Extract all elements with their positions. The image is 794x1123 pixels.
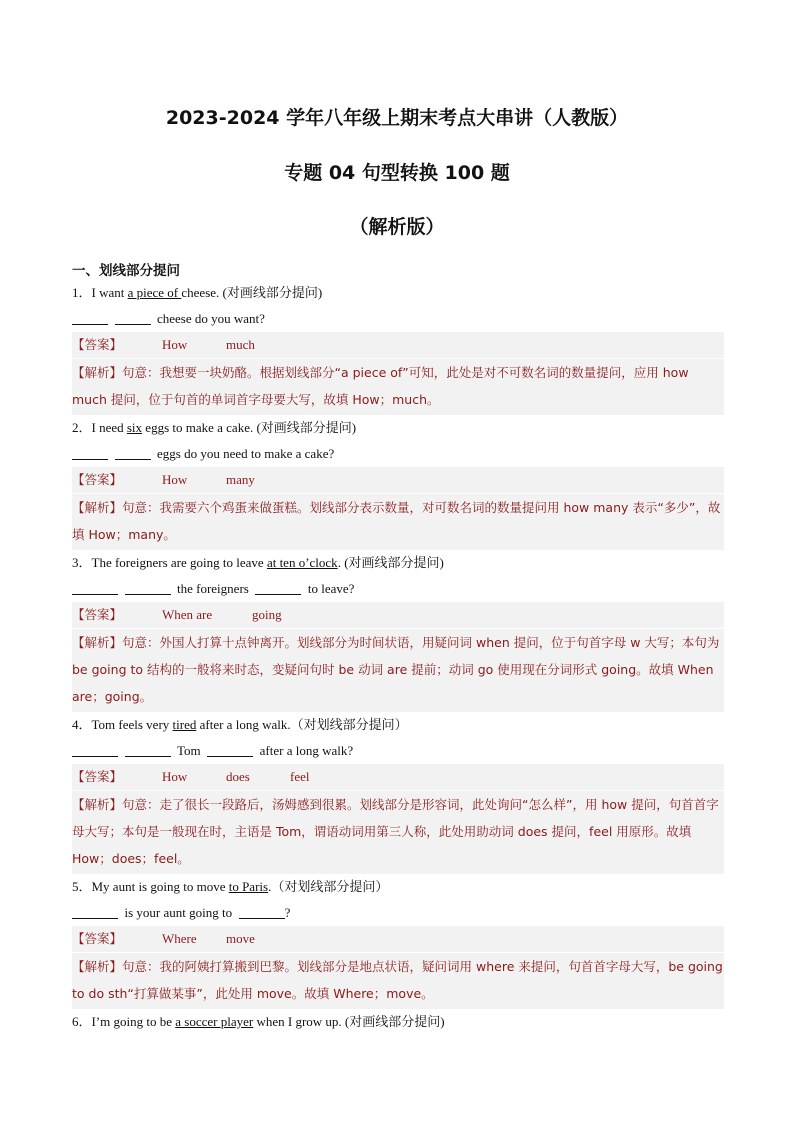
analysis-label: 【解析】 [72, 959, 123, 974]
blank-line [125, 580, 171, 595]
answer-block-2 [72, 467, 724, 550]
answer-label: 【答案】 [72, 337, 123, 352]
answer-label: 【答案】 [72, 769, 123, 784]
analysis-label: 【解析】 [72, 635, 123, 650]
answer-label: 【答案】 [72, 472, 123, 487]
answer-2: going [252, 607, 282, 622]
question-1-blanks: cheese do you want? [72, 306, 724, 332]
blank-line [255, 580, 301, 595]
question-5-blanks: is your aunt going to ? [72, 900, 724, 926]
blank-line [239, 904, 285, 919]
blank-line [115, 445, 151, 460]
analysis-label: 【解析】 [72, 365, 123, 380]
underlined-phrase: to Paris [228, 879, 269, 894]
answer-1: Where [162, 931, 197, 946]
blank-line [125, 742, 171, 757]
underlined-phrase: tired [172, 717, 197, 732]
analysis-text: 句意：我需要六个鸡蛋来做蛋糕。划线部分表示数量，对可数名词的数量提问用 how many 表示“多少”，故填 How；many。 [72, 500, 721, 542]
question-1: 1．I want a piece of cheese. (对画线部分提问) [72, 285, 323, 300]
analysis-text: 句意：外国人打算十点钟离开。划线部分为时间状语，用疑问词 when 提问，位于句首字母 w 大写；本句为 be going to 结构的一般将来时态，变疑问句时 be 动词 are 提前；动词 go 使用现在分词形式 going。故填 When are；going。 [72, 635, 720, 704]
answer-2: move [226, 931, 255, 946]
answer-2: many [226, 472, 255, 487]
answer-label: 【答案】 [72, 931, 123, 946]
answer-3: feel [290, 769, 310, 784]
underlined-phrase: a soccer player [175, 1014, 254, 1029]
answer-block-5 [72, 926, 724, 1009]
question-5: 5．My aunt is going to move to Paris.（对划线部分提问） [72, 879, 389, 894]
answer-2: much [226, 337, 255, 352]
answer-1: How [162, 472, 188, 487]
answer-1: When are [162, 607, 213, 622]
analysis-text: 句意：我的阿姨打算搬到巴黎。划线部分是地点状语，疑问词用 where 来提问，句首首字母大写，be going to do sth“打算做某事”，此处用 move。故填 Where；move。 [72, 959, 723, 1001]
analysis-label: 【解析】 [72, 797, 123, 812]
question-3-blanks: the foreigners to leave? [72, 576, 724, 602]
blank-line [72, 445, 108, 460]
question-3: 3．The foreigners are going to leave at ten o’clock. (对画线部分提问) [72, 555, 444, 570]
question-list [72, 280, 724, 1035]
question-2: 2．I need six eggs to make a cake. (对画线部分提问) [72, 420, 357, 435]
answer-block-3 [72, 602, 724, 712]
blank-line [207, 742, 253, 757]
analysis-text: 句意：我想要一块奶酪。根据划线部分“a piece of”可知，此处是对不可数名词的数量提问，应用 how much 提问，位于句首的单词首字母要大写，故填 How；much。 [72, 365, 689, 407]
answer-1: How [162, 769, 188, 784]
underlined-phrase: a piece of [127, 285, 182, 300]
question-6: 6．I’m going to be a soccer player when I grow up. (对画线部分提问) [72, 1014, 445, 1029]
answer-2: does [226, 769, 250, 784]
answer-block-1 [72, 332, 724, 415]
answer-label: 【答案】 [72, 607, 123, 622]
blank-line [72, 310, 108, 325]
underlined-phrase: six [126, 420, 143, 435]
answer-block-4 [72, 764, 724, 874]
analysis-label: 【解析】 [72, 500, 123, 515]
answer-1: How [162, 337, 188, 352]
blank-line [72, 580, 118, 595]
blank-line [72, 904, 118, 919]
blank-line [115, 310, 151, 325]
question-4-blanks: Tom after a long walk? [72, 738, 724, 764]
document-subtitle: 专题 04 句型转换 100 题 [284, 162, 510, 184]
question-2-blanks: eggs do you need to make a cake? [72, 441, 724, 467]
section-heading: 一、划线部分提问 [72, 263, 180, 279]
blank-line [72, 742, 118, 757]
document-title: 2023-2024 学年八年级上期末考点大串讲（人教版） [165, 107, 629, 129]
question-4: 4．Tom feels very tired after a long walk.（对划线部分提问） [72, 717, 408, 732]
analysis-text: 句意：走了很长一段路后，汤姆感到很累。划线部分是形容词，此处询问“怎么样”，用 how 提问，句首首字母大写；本句是一般现在时，主语是 Tom，谓语动词用第三人称，此处用助动词 does 提问，feel 用原形。故填 How；does；feel。 [72, 797, 719, 866]
document-edition: （解析版） [349, 216, 445, 238]
underlined-phrase: at ten o’clock [266, 555, 338, 570]
